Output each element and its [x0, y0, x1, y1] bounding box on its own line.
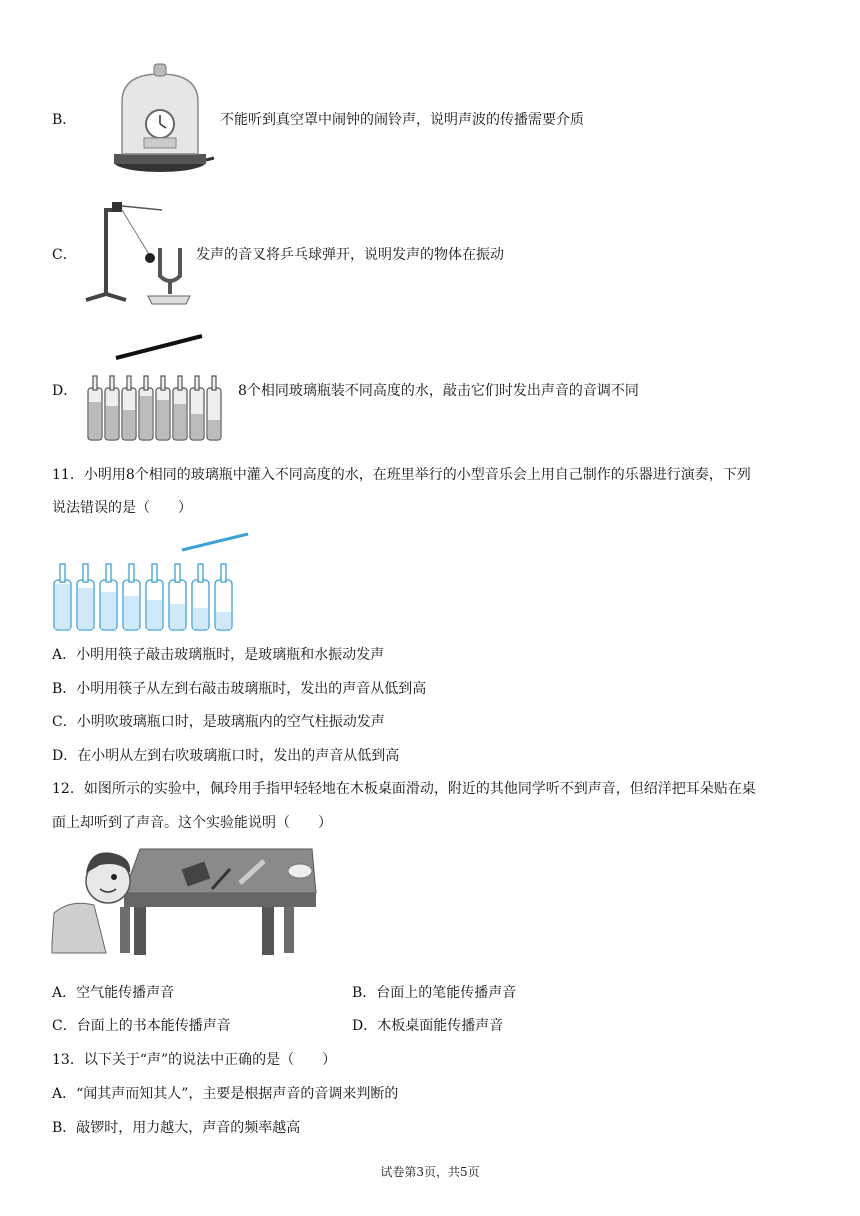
option-d-text: 8个相同玻璃瓶装不同高度的水，敲击它们时发出声音的音调不同 [238, 383, 639, 399]
q11-option-a: A．小明用筷子敲击玻璃瓶时，是玻璃瓶和水振动发声 [52, 647, 385, 663]
bottles-figure-d [84, 330, 234, 442]
q11-option-d: D．在小明从左到右吹玻璃瓶口时，发出的声音从低到高 [52, 748, 400, 764]
q12-option-c: C．台面上的书本能传播声音 [52, 1018, 231, 1034]
q12-option-a: A．空气能传播声音 [52, 985, 175, 1001]
q11-option-c: C．小明吹玻璃瓶口时，是玻璃瓶内的空气柱振动发声 [52, 714, 385, 730]
table-experiment-figure [50, 843, 320, 958]
option-b-label: B． [52, 112, 77, 128]
q13-option-a: A．“闻其声而知其人”，主要是根据声音的音调来判断的 [52, 1086, 399, 1102]
tuning-fork-figure [82, 196, 194, 308]
option-b-text: 不能听到真空罩中闹钟的闹铃声，说明声波的传播需要介质 [220, 112, 584, 128]
option-d-label: D． [52, 383, 78, 399]
bell-jar-figure [108, 62, 216, 178]
page-footer: 试卷第3页，共5页 [380, 1165, 480, 1179]
bottles-figure-q11 [52, 530, 252, 632]
q13-option-b: B．敲锣时，用力越大，声音的频率越高 [52, 1120, 301, 1136]
q12-stem-line2: 面上却听到了声音。这个实验能说明（ ） [52, 815, 332, 831]
q11-stem-line2: 说法错误的是（ ） [52, 500, 192, 516]
q13-stem: 13．以下关于“声”的说法中正确的是（ ） [52, 1052, 337, 1068]
option-c-text: 发声的音叉将乒乓球弹开，说明发声的物体在振动 [196, 247, 504, 263]
option-c-label: C． [52, 247, 77, 263]
q12-stem-line1: 12．如图所示的实验中，佩玲用手指甲轻轻地在木板桌面滑动，附近的其他同学听不到声音，但绍洋把耳朵贴在桌 [52, 781, 756, 797]
q12-option-b: B．台面上的笔能传播声音 [352, 985, 517, 1001]
q11-stem-line1: 11．小明用8个相同的玻璃瓶中灌入不同高度的水，在班里举行的小型音乐会上用自己制作的乐器进行演奏，下列 [52, 467, 751, 483]
q12-option-d: D．木板桌面能传播声音 [352, 1018, 504, 1034]
q11-option-b: B．小明用筷子从左到右敲击玻璃瓶时，发出的声音从低到高 [52, 681, 427, 697]
